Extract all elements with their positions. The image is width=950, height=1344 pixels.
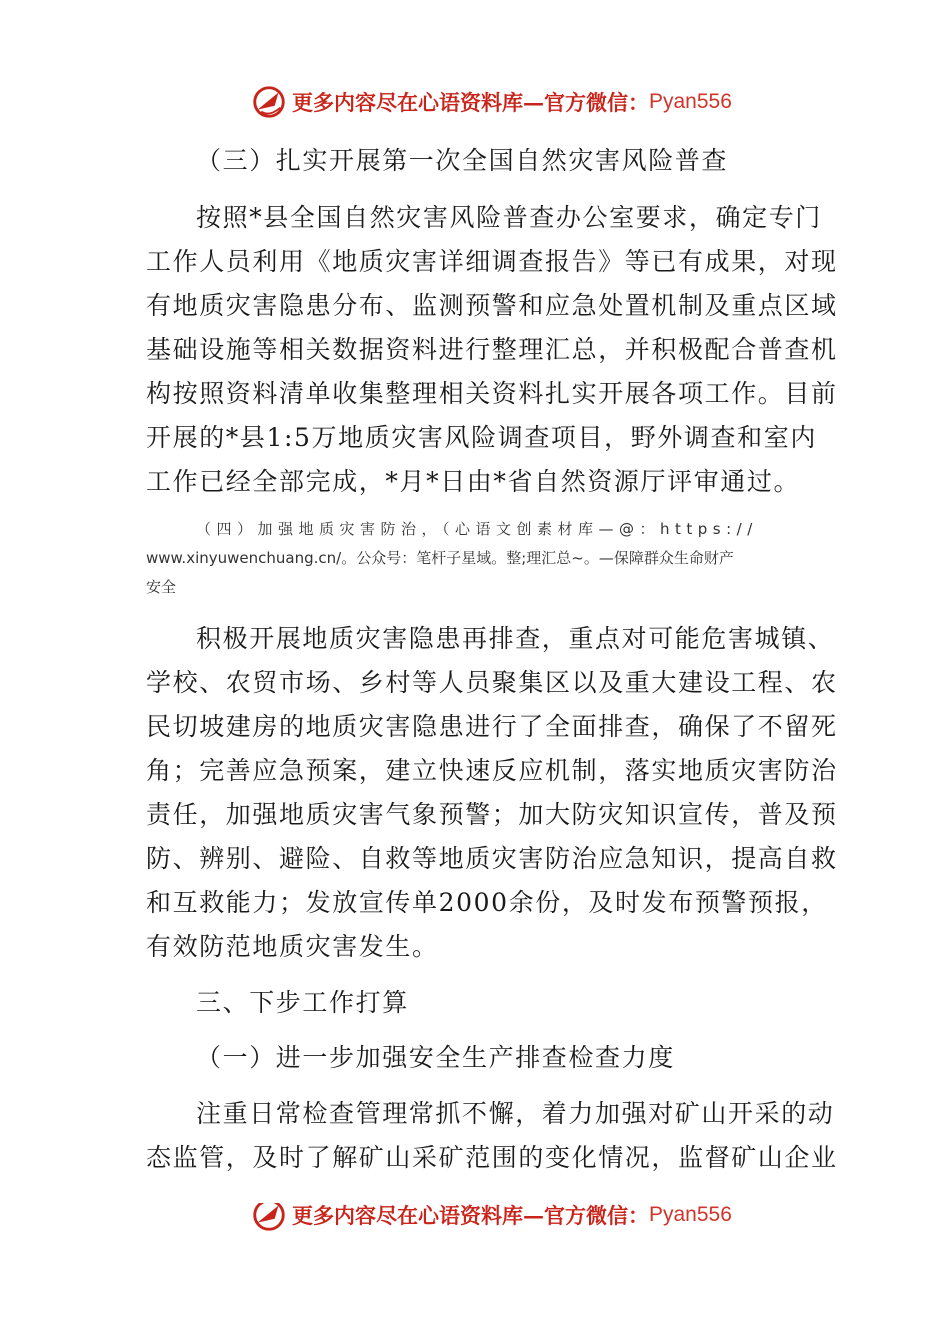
paragraph-line: 态监管，及时了解矿山采矿范围的变化情况，监督矿山企业 [146, 1143, 838, 1172]
watermark-text: 更多内容尽在心语资料库—官方微信： [292, 1203, 649, 1228]
paragraph-line: 角；完善应急预案，建立快速反应机制，落实地质灾害防治 [146, 756, 838, 785]
paragraph-line: 积极开展地质灾害隐患再排查，重点对可能危害城镇、 [196, 624, 835, 653]
paragraph-line: 和互救能力；发放宣传单2000余份，及时发布预警预报， [146, 888, 828, 917]
paragraph-line: 有效防范地质灾害发生。 [146, 932, 439, 961]
paragraph-line: 按照*县全国自然灾害风险普查办公室要求，确定专门 [196, 203, 822, 232]
chapter-heading: 三、下步工作打算 [196, 988, 409, 1017]
watermark-banner-top [250, 82, 732, 122]
watermark-wechat-id: Pyan556 [649, 1203, 732, 1226]
paragraph-line: 注重日常检查管理常抓不懈，着力加强对矿山开采的动 [196, 1099, 835, 1128]
paragraph-line: 基础设施等相关数据资料进行整理汇总，并积极配合普查机 [146, 335, 838, 364]
paragraph-line: 民切坡建房的地质灾害隐患进行了全面排查，确保了不留死 [146, 712, 838, 741]
section-heading-3: （三）扎实开展第一次全国自然灾害风险普查 [196, 146, 729, 175]
paragraph-line: 工作人员利用《地质灾害详细调查报告》等已有成果，对现 [146, 247, 838, 276]
paragraph-line: 防、辨别、避险、自救等地质灾害防治应急知识，提高自救 [146, 844, 838, 873]
inline-note-line: 安全 [146, 578, 177, 596]
inline-note-line: www.xinyuwenchuang.cn/。公众号：笔杆子星域。整;理汇总~。—保障群众生命财产 [146, 549, 734, 567]
watermark-logo-icon [250, 83, 288, 121]
paragraph-line: 工作已经全部完成，*月*日由*省自然资源厅评审通过。 [146, 467, 801, 496]
watermark-banner-bottom [250, 1203, 732, 1237]
paragraph-line: 有地质灾害隐患分布、监测预警和应急处置机制及重点区域 [146, 291, 838, 320]
watermark-logo-icon [250, 1203, 288, 1234]
watermark-wechat-id: Pyan556 [649, 90, 732, 113]
watermark-text: 更多内容尽在心语资料库—官方微信： [292, 90, 649, 115]
paragraph-line: 学校、农贸市场、乡村等人员聚集区以及重大建设工程、农 [146, 668, 838, 697]
section-heading-4-inline: （四）加强地质灾害防治，（心语文创素材库—@：https:// [196, 520, 758, 538]
paragraph-line: 构按照资料清单收集整理相关资料扎实开展各项工作。目前 [146, 379, 838, 408]
paragraph-line: 开展的*县1:5万地质灾害风险调查项目，野外调查和室内 [146, 423, 817, 452]
paragraph-line: 责任，加强地质灾害气象预警；加大防灾知识宣传，普及预 [146, 800, 838, 829]
section-heading-1: （一）进一步加强安全生产排查检查力度 [196, 1043, 675, 1072]
